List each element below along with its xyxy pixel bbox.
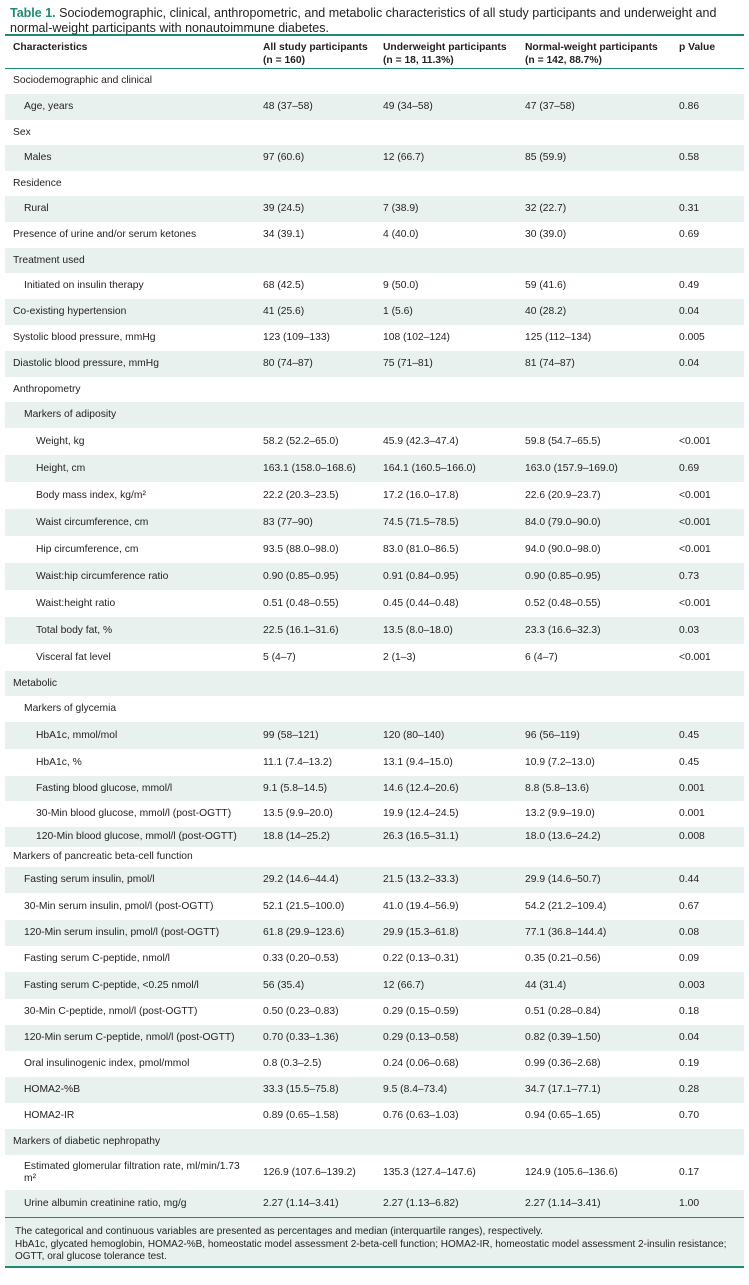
cell-normal-weight: 0.35 (0.21–0.56)	[525, 953, 601, 964]
row-label: Fasting blood glucose, mmol/l	[36, 782, 173, 794]
cell-underweight: 1 (5.6)	[383, 306, 413, 317]
cell-normal-weight: 6 (4–7)	[525, 651, 558, 663]
header-normal-weight: Normal-weight participants (n = 142, 88.7%)	[517, 35, 671, 68]
cell-all-participants: 0.51 (0.48–0.55)	[263, 597, 339, 609]
cell-normal-weight	[517, 248, 671, 273]
table-row	[5, 455, 744, 482]
cell-all-participants: 99 (58–121)	[263, 729, 319, 741]
table-row	[5, 120, 744, 145]
cell-all-participants	[255, 171, 375, 196]
cell-underweight: 7 (38.9)	[383, 203, 419, 214]
header-all-participants: All study participants (n = 160)	[255, 35, 375, 68]
row-label: Initiated on insulin therapy	[24, 280, 144, 291]
cell-underweight	[375, 696, 517, 722]
cell-all-participants: 0.89 (0.65–1.58)	[263, 1110, 339, 1121]
table-row	[5, 68, 744, 94]
cell-normal-weight: 81 (74–87)	[525, 358, 575, 369]
row-label: Males	[24, 152, 52, 163]
cell-normal-weight: 0.82 (0.39–1.50)	[525, 1032, 601, 1043]
cell-p-value: 0.03	[679, 624, 700, 636]
table-row	[5, 920, 744, 946]
cell-all-participants: 58.2 (52.2–65.0)	[263, 435, 339, 447]
cell-normal-weight: 22.6 (20.9–23.7)	[525, 489, 601, 501]
cell-all-participants	[255, 377, 375, 402]
cell-all-participants: 80 (74–87)	[263, 358, 313, 369]
header-characteristics: Characteristics	[5, 35, 255, 68]
cell-all-participants: 68 (42.5)	[263, 280, 305, 291]
row-label: Markers of adiposity	[24, 409, 117, 420]
cell-underweight: 2 (1–3)	[383, 651, 416, 663]
table-row	[5, 999, 744, 1025]
cell-normal-weight	[517, 68, 671, 94]
table-row	[5, 827, 744, 847]
row-label: Urine albumin creatinine ratio, mg/g	[24, 1197, 187, 1209]
cell-normal-weight	[517, 402, 671, 428]
cell-p-value: 0.45	[679, 756, 700, 768]
cell-underweight: 12 (66.7)	[383, 979, 425, 991]
cell-underweight	[375, 68, 517, 94]
table-row	[5, 509, 744, 536]
cell-normal-weight: 34.7 (17.1–77.1)	[525, 1084, 601, 1095]
cell-p-value	[671, 696, 744, 722]
cell-underweight: 14.6 (12.4–20.6)	[383, 782, 459, 794]
cell-underweight	[375, 120, 517, 145]
cell-normal-weight: 32 (22.7)	[525, 203, 567, 214]
table-row	[5, 590, 744, 617]
cell-normal-weight: 85 (59.9)	[525, 152, 567, 163]
cell-underweight	[375, 171, 517, 196]
table-row	[5, 1155, 744, 1190]
table-row	[5, 972, 744, 999]
cell-all-participants: 0.33 (0.20–0.53)	[263, 953, 339, 964]
cell-all-participants: 61.8 (29.9–123.6)	[263, 927, 345, 938]
cell-underweight: 0.45 (0.44–0.48)	[383, 597, 459, 609]
cell-normal-weight	[517, 120, 671, 145]
cell-p-value	[671, 847, 744, 867]
cell-underweight: 108 (102–124)	[383, 332, 450, 343]
cell-underweight: 0.29 (0.13–0.58)	[383, 1032, 459, 1043]
cell-underweight: 13.1 (9.4–15.0)	[383, 756, 453, 768]
cell-all-participants: 52.1 (21.5–100.0)	[263, 900, 345, 912]
cell-underweight: 26.3 (16.5–31.1)	[383, 831, 459, 842]
cell-underweight: 74.5 (71.5–78.5)	[383, 516, 459, 528]
table-row	[5, 536, 744, 563]
cell-all-participants: 39 (24.5)	[263, 203, 305, 214]
table-row	[5, 325, 744, 351]
row-label: Weight, kg	[36, 435, 85, 447]
cell-normal-weight: 2.27 (1.14–3.41)	[525, 1197, 601, 1209]
row-label: HOMA2-%B	[24, 1084, 81, 1095]
cell-all-participants: 22.2 (20.3–23.5)	[263, 489, 339, 501]
table-row	[5, 644, 744, 671]
table-row	[5, 867, 744, 893]
cell-p-value: 0.18	[679, 1006, 700, 1017]
row-label: HbA1c, %	[36, 756, 82, 768]
row-label: Total body fat, %	[36, 624, 113, 636]
row-label: Treatment used	[13, 254, 85, 266]
cell-all-participants: 11.1 (7.4–13.2)	[263, 756, 333, 768]
cell-normal-weight: 163.0 (157.9–169.0)	[525, 462, 618, 474]
row-label: Anthropometry	[13, 383, 81, 395]
table-row	[5, 1129, 744, 1155]
cell-normal-weight: 59.8 (54.7–65.5)	[525, 435, 601, 447]
row-label: Sociodemographic and clinical	[13, 75, 153, 87]
cell-underweight: 83.0 (81.0–86.5)	[383, 543, 459, 555]
table-row	[5, 482, 744, 509]
cell-underweight: 49 (34–58)	[383, 101, 433, 112]
cell-all-participants	[255, 120, 375, 145]
cell-p-value: 0.04	[679, 306, 700, 317]
cell-p-value: 0.001	[679, 808, 705, 819]
table-row	[5, 402, 744, 428]
cell-normal-weight: 125 (112–134)	[525, 332, 592, 343]
cell-p-value: 0.73	[679, 570, 700, 582]
cell-p-value	[671, 120, 744, 145]
cell-p-value	[671, 171, 744, 196]
table-row	[5, 196, 744, 222]
cell-normal-weight: 30 (39.0)	[525, 229, 567, 240]
table-footnote	[5, 1217, 744, 1268]
cell-all-participants: 0.90 (0.85–0.95)	[263, 570, 339, 582]
cell-p-value	[671, 248, 744, 273]
cell-p-value: <0.001	[679, 597, 711, 609]
cell-p-value: 0.008	[679, 831, 705, 842]
table-row	[5, 1077, 744, 1103]
row-label: Waist circumference, cm	[36, 516, 149, 528]
cell-underweight: 4 (40.0)	[383, 229, 419, 240]
row-label: 30-Min C-peptide, nmol/l (post-OGTT)	[24, 1006, 198, 1017]
cell-all-participants: 13.5 (9.9–20.0)	[263, 808, 333, 819]
row-label: Fasting serum C-peptide, nmol/l	[24, 953, 170, 964]
cell-underweight: 120 (80–140)	[383, 729, 445, 741]
cell-p-value: 0.09	[679, 953, 700, 964]
row-label: Oral insulinogenic index, pmol/mmol	[24, 1058, 190, 1069]
table-row	[5, 428, 744, 455]
row-label: Co-existing hypertension	[13, 306, 127, 317]
cell-all-participants: 83 (77–90)	[263, 516, 313, 528]
cell-all-participants: 93.5 (88.0–98.0)	[263, 543, 339, 555]
cell-underweight	[375, 671, 517, 696]
cell-p-value	[671, 402, 744, 428]
cell-normal-weight: 0.51 (0.28–0.84)	[525, 1006, 601, 1017]
cell-all-participants: 0.50 (0.23–0.83)	[263, 1006, 339, 1017]
cell-normal-weight: 10.9 (7.2–13.0)	[525, 756, 595, 768]
row-label: 30-Min blood glucose, mmol/l (post-OGTT)	[36, 808, 232, 819]
cell-normal-weight	[517, 1129, 671, 1155]
cell-all-participants: 18.8 (14–25.2)	[263, 831, 330, 842]
cell-all-participants	[255, 1129, 375, 1155]
row-label: Residence	[13, 177, 62, 189]
table-row	[5, 222, 744, 248]
cell-p-value: 0.44	[679, 874, 700, 885]
cell-normal-weight	[517, 671, 671, 696]
table-row	[5, 377, 744, 402]
footnote-line-2: HbA1c, glycated hemoglobin, HOMA2-%B, homeostatic model assessment 2-beta-cell function; HOMA2-IR, homeostatic model assessment 2-insulin resistance; OGTT, oral glucose tolerance test.	[15, 1238, 727, 1262]
table-row	[5, 563, 744, 590]
cell-all-participants: 22.5 (16.1–31.6)	[263, 624, 339, 636]
cell-normal-weight: 124.9 (105.6–136.6)	[525, 1166, 618, 1178]
row-label: Presence of urine and/or serum ketones	[13, 229, 197, 240]
row-label: Fasting serum insulin, pmol/l	[24, 874, 155, 885]
table-row	[5, 145, 744, 171]
cell-normal-weight	[517, 171, 671, 196]
cell-all-participants	[255, 696, 375, 722]
cell-all-participants: 41 (25.6)	[263, 306, 305, 317]
table-row	[5, 749, 744, 776]
cell-normal-weight	[517, 696, 671, 722]
cell-underweight: 2.27 (1.13–6.82)	[383, 1197, 459, 1209]
cell-underweight: 9 (50.0)	[383, 280, 419, 291]
cell-underweight: 0.91 (0.84–0.95)	[383, 570, 459, 582]
table-row	[5, 671, 744, 696]
row-label: 30-Min serum insulin, pmol/l (post-OGTT)	[24, 900, 214, 912]
cell-p-value: <0.001	[679, 435, 711, 447]
cell-p-value: <0.001	[679, 516, 711, 528]
table-row	[5, 299, 744, 325]
row-label: Markers of glycemia	[24, 703, 117, 714]
row-label: Rural	[24, 203, 49, 214]
row-label: Sex	[13, 126, 31, 138]
cell-underweight: 75 (71–81)	[383, 358, 433, 369]
cell-all-participants: 5 (4–7)	[263, 651, 296, 663]
cell-underweight: 17.2 (16.0–17.8)	[383, 489, 459, 501]
table-row	[5, 351, 744, 377]
row-label: Visceral fat level	[36, 651, 111, 663]
cell-all-participants: 123 (109–133)	[263, 332, 330, 343]
cell-all-participants	[255, 68, 375, 94]
row-label: Systolic blood pressure, mmHg	[13, 332, 156, 343]
cell-p-value: 0.69	[679, 462, 700, 474]
table-row	[5, 801, 744, 827]
table-row	[5, 776, 744, 801]
cell-normal-weight: 40 (28.2)	[525, 306, 567, 317]
table-row	[5, 1103, 744, 1129]
cell-p-value: 0.49	[679, 280, 700, 291]
cell-underweight: 0.76 (0.63–1.03)	[383, 1110, 459, 1121]
cell-normal-weight: 0.94 (0.65–1.65)	[525, 1110, 601, 1121]
table-row	[5, 248, 744, 273]
table-caption	[0, 0, 749, 34]
row-label: Markers of diabetic nephropathy	[13, 1136, 161, 1147]
cell-normal-weight: 13.2 (9.9–19.0)	[525, 808, 595, 819]
cell-p-value: 0.45	[679, 729, 700, 741]
cell-normal-weight	[517, 377, 671, 402]
table-row	[5, 847, 744, 867]
cell-underweight: 9.5 (8.4–73.4)	[383, 1084, 448, 1095]
table-row	[5, 893, 744, 920]
cell-p-value: 0.86	[679, 101, 700, 112]
cell-underweight: 12 (66.7)	[383, 152, 425, 163]
table-caption-label: Table 1.	[10, 6, 56, 20]
cell-underweight: 41.0 (19.4–56.9)	[383, 900, 459, 912]
table-body	[5, 68, 744, 1217]
table-row	[5, 273, 744, 299]
cell-all-participants: 2.27 (1.14–3.41)	[263, 1197, 339, 1209]
cell-normal-weight: 0.99 (0.36–2.68)	[525, 1058, 601, 1069]
cell-p-value: 0.58	[679, 152, 700, 163]
row-label: HOMA2-IR	[24, 1110, 75, 1121]
cell-p-value: 0.005	[679, 332, 705, 343]
cell-all-participants	[255, 671, 375, 696]
row-label: Waist:height ratio	[36, 597, 116, 609]
cell-all-participants: 163.1 (158.0–168.6)	[263, 462, 356, 474]
cell-all-participants: 126.9 (107.6–139.2)	[263, 1166, 356, 1178]
cell-all-participants	[255, 847, 375, 867]
cell-underweight	[375, 847, 517, 867]
cell-p-value: <0.001	[679, 651, 711, 663]
cell-underweight: 0.24 (0.06–0.68)	[383, 1058, 459, 1069]
cell-underweight: 19.9 (12.4–24.5)	[383, 808, 459, 819]
cell-p-value: <0.001	[679, 489, 711, 501]
header-p-value: p Value	[671, 35, 744, 68]
table-row	[5, 1051, 744, 1077]
cell-underweight: 0.29 (0.15–0.59)	[383, 1006, 459, 1017]
cell-all-participants	[255, 402, 375, 428]
row-label: Height, cm	[36, 462, 86, 474]
characteristics-table	[5, 34, 744, 1217]
cell-normal-weight: 44 (31.4)	[525, 979, 567, 991]
cell-p-value: 0.19	[679, 1058, 700, 1069]
cell-underweight: 13.5 (8.0–18.0)	[383, 624, 453, 636]
cell-normal-weight: 47 (37–58)	[525, 101, 575, 112]
cell-underweight: 21.5 (13.2–33.3)	[383, 874, 459, 885]
cell-p-value: 0.04	[679, 1032, 700, 1043]
cell-normal-weight: 8.8 (5.8–13.6)	[525, 782, 590, 794]
cell-normal-weight: 54.2 (21.2–109.4)	[525, 900, 607, 912]
cell-underweight: 0.22 (0.13–0.31)	[383, 953, 459, 964]
cell-normal-weight: 29.9 (14.6–50.7)	[525, 874, 601, 885]
table-header-row	[5, 35, 744, 68]
row-label: 120-Min blood glucose, mmol/l (post-OGTT)	[36, 831, 237, 842]
cell-p-value: 0.04	[679, 358, 700, 369]
cell-all-participants: 0.70 (0.33–1.36)	[263, 1032, 339, 1043]
cell-all-participants: 56 (35.4)	[263, 979, 305, 991]
cell-p-value	[671, 68, 744, 94]
cell-p-value: 0.28	[679, 1084, 700, 1095]
cell-normal-weight: 18.0 (13.6–24.2)	[525, 831, 601, 842]
cell-all-participants: 48 (37–58)	[263, 101, 313, 112]
row-label: Fasting serum C-peptide, <0.25 nmol/l	[24, 979, 199, 991]
cell-normal-weight: 84.0 (79.0–90.0)	[525, 516, 601, 528]
footnote-line-1: The categorical and continuous variables are presented as percentages and median (interquartile ranges), respectively.	[15, 1226, 543, 1237]
row-label: Hip circumference, cm	[36, 543, 139, 555]
cell-underweight: 45.9 (42.3–47.4)	[383, 435, 459, 447]
cell-normal-weight: 0.52 (0.48–0.55)	[525, 597, 601, 609]
cell-p-value: 0.31	[679, 203, 700, 214]
cell-p-value: 0.69	[679, 229, 700, 240]
cell-normal-weight: 77.1 (36.8–144.4)	[525, 927, 607, 938]
cell-all-participants: 9.1 (5.8–14.5)	[263, 782, 328, 794]
row-label: Body mass index, kg/m²	[36, 489, 146, 501]
table-row	[5, 946, 744, 972]
cell-p-value	[671, 671, 744, 696]
table-row	[5, 1025, 744, 1051]
cell-normal-weight: 59 (41.6)	[525, 280, 567, 291]
row-label: HbA1c, mmol/mol	[36, 729, 118, 741]
cell-underweight	[375, 1129, 517, 1155]
row-label: Metabolic	[13, 677, 58, 689]
cell-underweight	[375, 402, 517, 428]
cell-normal-weight: 96 (56–119)	[525, 729, 580, 741]
cell-all-participants: 33.3 (15.5–75.8)	[263, 1084, 339, 1095]
cell-p-value: 0.70	[679, 1110, 700, 1121]
header-underweight: Underweight participants (n = 18, 11.3%)	[375, 35, 517, 68]
table-caption-text: Sociodemographic, clinical, anthropometric, and metabolic characteristics of all study participants and underweight and normal-weight participants with nonautoimmune diabetes.	[10, 6, 717, 35]
cell-all-participants	[255, 248, 375, 273]
cell-all-participants: 97 (60.6)	[263, 152, 305, 163]
table-row	[5, 617, 744, 644]
cell-p-value: 0.08	[679, 927, 700, 938]
row-label: Markers of pancreatic beta-cell function	[13, 851, 193, 862]
cell-p-value	[671, 1129, 744, 1155]
table-row	[5, 1190, 744, 1217]
cell-normal-weight: 94.0 (90.0–98.0)	[525, 543, 601, 555]
row-label: Estimated glomerular filtration rate, ml/min/1.73 m²	[24, 1160, 240, 1184]
table-row	[5, 94, 744, 120]
cell-all-participants: 0.8 (0.3–2.5)	[263, 1058, 322, 1069]
cell-underweight: 164.1 (160.5–166.0)	[383, 462, 476, 474]
row-label: Waist:hip circumference ratio	[36, 570, 169, 582]
cell-p-value: 0.17	[679, 1166, 700, 1178]
cell-normal-weight	[517, 847, 671, 867]
cell-all-participants: 29.2 (14.6–44.4)	[263, 874, 339, 885]
cell-normal-weight: 0.90 (0.85–0.95)	[525, 570, 601, 582]
table-row	[5, 171, 744, 196]
cell-p-value: 1.00	[679, 1197, 700, 1209]
cell-underweight: 135.3 (127.4–147.6)	[383, 1166, 476, 1178]
row-label: Diastolic blood pressure, mmHg	[13, 358, 159, 369]
cell-p-value: 0.001	[679, 782, 705, 794]
row-label: 120-Min serum insulin, pmol/l (post-OGTT)	[24, 927, 220, 938]
table-row	[5, 696, 744, 722]
cell-p-value	[671, 377, 744, 402]
cell-underweight	[375, 377, 517, 402]
cell-normal-weight: 23.3 (16.6–32.3)	[525, 624, 601, 636]
cell-all-participants: 34 (39.1)	[263, 229, 305, 240]
cell-p-value: 0.67	[679, 900, 700, 912]
cell-underweight	[375, 248, 517, 273]
cell-underweight: 29.9 (15.3–61.8)	[383, 927, 459, 938]
row-label: Age, years	[24, 101, 74, 112]
cell-p-value: <0.001	[679, 543, 711, 555]
table-row	[5, 722, 744, 749]
cell-p-value: 0.003	[679, 979, 705, 991]
row-label: 120-Min serum C-peptide, nmol/l (post-OGTT)	[24, 1032, 235, 1043]
